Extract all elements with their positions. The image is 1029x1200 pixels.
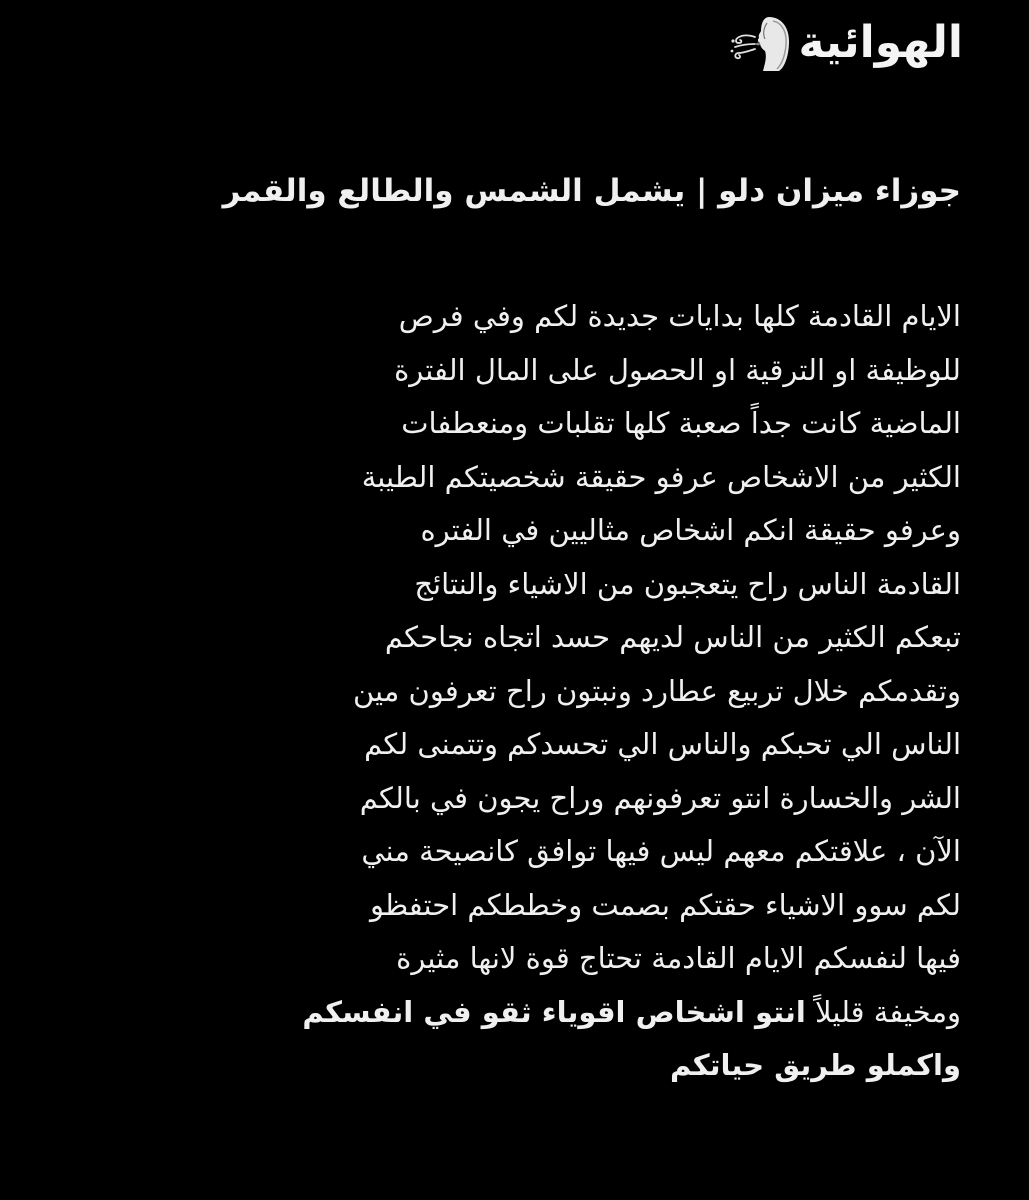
body-line: الكثير من الاشخاص عرفو حقيقة شخصيتكم الطيبة	[361, 459, 961, 494]
body-line-regular-part: ومخيفة قليلاً	[805, 994, 961, 1029]
page-title: الهوائية	[798, 17, 963, 68]
body-line: فيها لنفسكم الايام القادمة تحتاج قوة لانها مثيرة	[396, 941, 961, 975]
body-text	[61, 290, 961, 1093]
body-line: الماضية كانت جداً صعبة كلها تقلبات ومنعطفات	[401, 406, 961, 440]
body-line-mixed	[61, 986, 961, 1040]
body-line: القادمة الناس راح يتعجبون من الاشياء والنتائج	[414, 566, 961, 601]
wind-blowing-face-icon	[729, 13, 793, 73]
body-line-final: واكملو طريق حياتكم	[670, 1048, 961, 1082]
title-row	[729, 8, 963, 78]
body-line: الآن ، علاقتكم معهم ليس فيها توافق كانصيحة مني	[361, 834, 961, 868]
body-line: تبعكم الكثير من الناس لديهم حسد اتجاه نجاحكم	[384, 620, 961, 654]
subtitle: جوزاء ميزان دلو | يشمل الشمس والطالع والقمر	[222, 173, 961, 209]
body-line: للوظيفة او الترقية او الحصول على المال الفترة	[394, 352, 961, 387]
body-line: الناس الي تحبكم والناس الي تحسدكم وتتمنى لكم	[364, 727, 961, 761]
body-line: وتقدمكم خلال تربيع عطارد ونبتون راح تعرفون مين	[352, 673, 961, 708]
body-line: الشر والخسارة انتو تعرفونهم وراح يجون في بالكم	[359, 780, 961, 815]
body-line: الايام القادمة كلها بدايات جديدة لكم وفي فرص	[398, 299, 961, 333]
body-line-bold-part: انتو اشخاص اقوياء ثقو في انفسكم	[302, 994, 806, 1029]
body-line: لكم سوو الاشياء حقتكم بصمت وخططكم احتفظو	[370, 887, 961, 922]
body-line: وعرفو حقيقة انكم اشخاص مثاليين في الفتره	[420, 513, 961, 547]
